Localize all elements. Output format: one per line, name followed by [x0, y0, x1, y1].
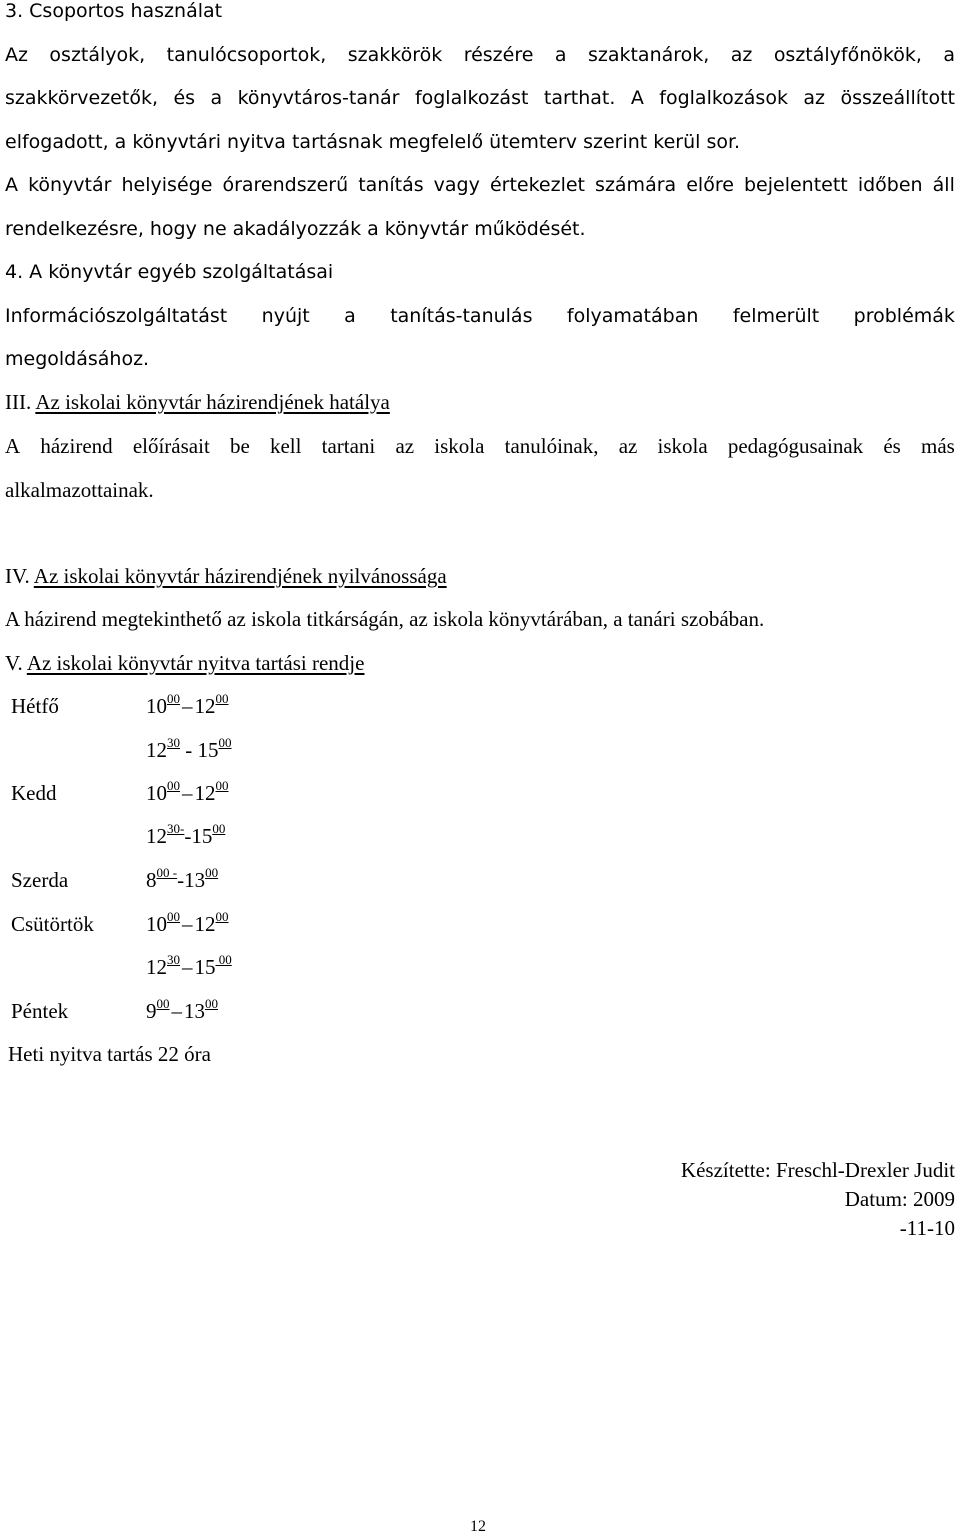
section-V-heading	[5, 651, 364, 676]
schedule-time-thursday-2: $12^{30}-15$ $^{00}$	[146, 952, 232, 979]
word: tarthat.	[543, 87, 616, 109]
section-4-line-1	[5, 305, 955, 327]
word: számára	[595, 174, 677, 196]
word: foglalkozások	[659, 87, 788, 109]
page-number: 12	[470, 1518, 486, 1535]
section-IV-title: Az iskolai könyvtár házirendjének nyilvánossága	[33, 564, 447, 588]
section-4-line-2: megoldásához.	[5, 348, 150, 370]
word: az	[618, 434, 638, 458]
schedule-time-thursday-1: $10^{00}-12^{00}$	[146, 909, 229, 936]
section-3-heading: 3. Csoportos használat	[5, 0, 223, 22]
section-III-title: Az iskolai könyvtár házirendjének hatálya	[35, 390, 390, 414]
word: és	[173, 87, 196, 109]
section-3-paragraph-1-line-2	[5, 87, 955, 109]
word: Az	[5, 44, 28, 66]
schedule-time-tuesday-1: $10^{00}-12^{00}$	[146, 778, 229, 805]
word: részére	[463, 44, 534, 66]
word: tanulócsoportok,	[166, 44, 327, 66]
section-III-line-2: alkalmazottainak.	[5, 478, 154, 502]
word: összeállított	[840, 87, 955, 109]
word: előre	[686, 174, 734, 196]
word: az	[395, 434, 415, 458]
word: a	[554, 44, 567, 66]
word: más	[921, 434, 955, 458]
word: értekezlet	[489, 174, 585, 196]
schedule-day-monday: Hétfő	[11, 694, 59, 718]
word: áll	[932, 174, 955, 196]
word: pedagógusainak	[727, 434, 864, 458]
word: nyújt	[261, 305, 310, 327]
word: a	[344, 305, 356, 327]
section-3-paragraph-2-line-2: rendelkezésre, hogy ne akadályozzák a könyvtár működését.	[5, 218, 586, 240]
section-3-paragraph-2-line-1	[5, 174, 955, 196]
word: könyvtáros-tanár	[237, 87, 400, 109]
word: az	[730, 44, 753, 66]
word: szakkörök	[347, 44, 443, 66]
word: előírásait	[132, 434, 210, 458]
word: szaktanárok,	[587, 44, 710, 66]
word: be	[229, 434, 250, 458]
word: könyvtár	[28, 174, 112, 196]
word: felmerült	[732, 305, 820, 327]
word: foglalkozást	[414, 87, 529, 109]
word: tartani	[321, 434, 376, 458]
section-IV-text: A házirend megtekinthető az iskola titkárságán, az iskola könyvtárában, a tanári szobában.	[5, 607, 765, 631]
schedule-time-monday-2: $12^{30} - 15^{00}$	[146, 735, 232, 762]
word: osztályfőnökök,	[773, 44, 922, 66]
word: tanítás	[358, 174, 424, 196]
schedule-day-friday: Péntek	[11, 999, 69, 1023]
section-V-title: Az iskolai könyvtár nyitva tartási rendje	[26, 651, 365, 675]
signature-date-line-2: -11-10	[899, 1216, 955, 1240]
word: az	[803, 87, 826, 109]
word: bejelentett	[743, 174, 848, 196]
word: időben	[857, 174, 923, 196]
schedule-day-tuesday: Kedd	[11, 781, 57, 805]
word: vagy	[433, 174, 480, 196]
schedule-day-thursday: Csütörtök	[11, 912, 94, 936]
word: osztályok,	[49, 44, 146, 66]
schedule-time-monday-1: $10^{00}-12^{00}$	[146, 691, 229, 718]
word: helyisége	[121, 174, 213, 196]
schedule-weekly-total: Heti nyitva tartás 22 óra	[8, 1042, 211, 1066]
section-IV-heading	[5, 564, 447, 589]
word: szakkörvezetők,	[5, 87, 158, 109]
schedule-time-tuesday-2: $12^{30-}-15^{00}$	[146, 821, 226, 848]
word: és	[883, 434, 901, 458]
word: házirend	[40, 434, 113, 458]
word: A	[630, 87, 644, 109]
section-III-heading	[5, 390, 390, 415]
section-V-number: V.	[5, 651, 23, 675]
word: órarendszerű	[222, 174, 349, 196]
signature-date-line-1: Datum: 2009	[844, 1187, 955, 1211]
schedule-time-wednesday-1: $8^{00 -}-13^{00}$	[146, 865, 219, 892]
section-IV-number: IV.	[5, 564, 30, 588]
word: A	[5, 174, 18, 196]
word: iskola	[434, 434, 485, 458]
word: iskola	[657, 434, 708, 458]
word: A	[5, 434, 21, 458]
section-4-heading: 4. A könyvtár egyéb szolgáltatásai	[5, 261, 334, 283]
word: kell	[269, 434, 302, 458]
section-III-line-1	[5, 434, 955, 459]
section-3-paragraph-1-line-1	[5, 44, 955, 66]
section-III-number: III.	[5, 390, 32, 414]
signature-author: Készítette: Freschl-Drexler Judit	[680, 1158, 955, 1182]
word: a	[210, 87, 223, 109]
word: a	[943, 44, 955, 66]
word: tanulóinak,	[504, 434, 599, 458]
word: Információszolgáltatást	[5, 305, 228, 327]
section-3-paragraph-1-line-3: elfogadott, a könyvtári nyitva tartásnak megfelelő ütemterv szerint kerül sor.	[5, 131, 741, 153]
schedule-time-friday-1: $9^{00}-13^{00}$	[146, 996, 218, 1023]
word: tanítás-tanulás	[390, 305, 533, 327]
word: folyamatában	[566, 305, 699, 327]
schedule-day-wednesday: Szerda	[11, 868, 69, 892]
word: problémák	[853, 305, 955, 327]
